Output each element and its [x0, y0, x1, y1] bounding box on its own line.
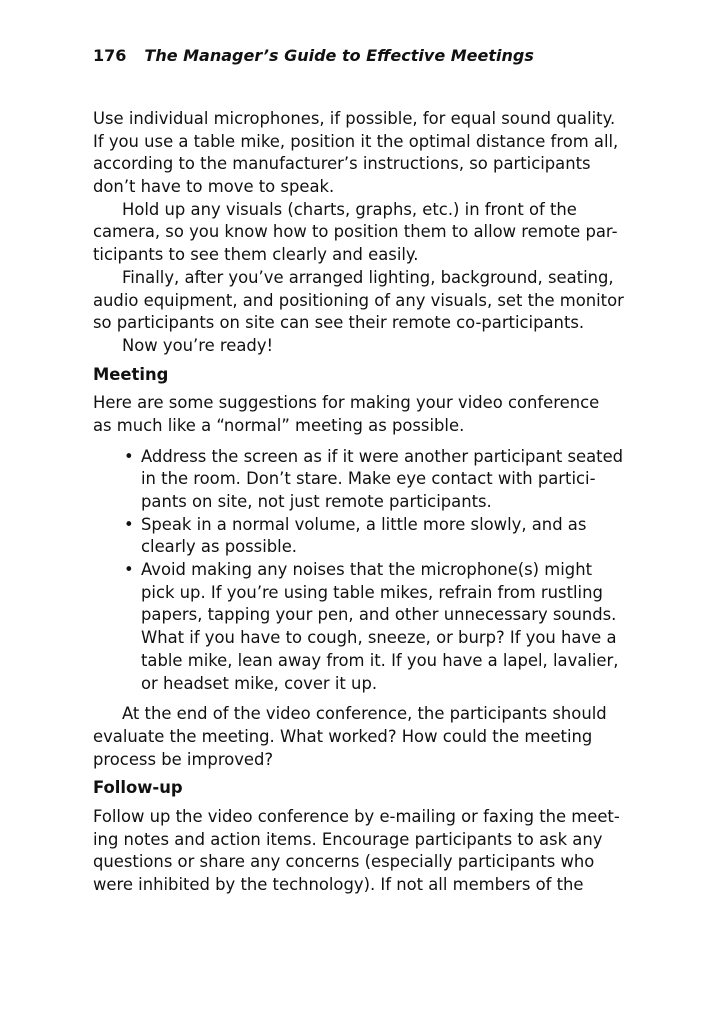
text-line: ing notes and action items. Encourage participants to ask any [93, 829, 603, 849]
bullet-icon: • [124, 514, 134, 534]
text-line: pants on site, not just remote participants. [141, 492, 492, 511]
text-line: Follow up the video conference by e-mailing or faxing the meet- [93, 806, 620, 826]
text-line: Hold up any visuals (charts, graphs, etc.) in front of the [122, 199, 577, 219]
text-line: camera, so you know how to position them to allow remote par- [93, 222, 618, 242]
text-line: as much like a “normal” meeting as possible. [93, 415, 465, 435]
text-line: Here are some suggestions for making your video conference [93, 393, 600, 413]
text-line: papers, tapping your pen, and other unnecessary sounds. [141, 605, 617, 625]
section-heading-follow-up: Follow-up [93, 778, 183, 798]
text-line: Speak in a normal volume, a little more slowly, and as [141, 514, 587, 534]
list-item [93, 514, 613, 559]
text-line: ticipants to see them clearly and easily. [93, 245, 419, 265]
text-line: questions or share any concerns (especially participants who [93, 852, 595, 872]
bullet-list [93, 446, 624, 696]
text-line: in the room. Don’t stare. Make eye contact with partici- [141, 469, 596, 489]
page-body [93, 108, 624, 897]
text-line: pick up. If you’re using table mikes, refrain from rustling [141, 582, 603, 602]
bullet-icon: • [124, 560, 134, 580]
text-line: process be improved? [93, 749, 274, 769]
section-heading-meeting: Meeting [93, 364, 169, 384]
text-line: clearly as possible. [141, 537, 298, 557]
text-line: Now you’re ready! [122, 335, 274, 355]
text-line: Avoid making any noises that the microphone(s) might [141, 560, 593, 580]
text-line: were inhibited by the technology). If not all members of the [93, 875, 584, 894]
bullet-icon: • [124, 446, 134, 466]
text-line: At the end of the video conference, the participants should [122, 704, 607, 724]
page-number: 176 [93, 46, 127, 65]
text-line: Finally, after you’ve arranged lighting, background, seating, [122, 267, 614, 287]
text-line: don’t have to move to speak. [93, 177, 335, 197]
running-header [93, 46, 534, 65]
text-line: so participants on site can see their remote co-participants. [93, 313, 585, 333]
text-line: table mike, lean away from it. If you have a lapel, lavalier, [141, 650, 619, 670]
text-line: Use individual microphones, if possible, for equal sound quality. [93, 109, 616, 128]
text-line: Address the screen as if it were another participant seated [141, 446, 624, 466]
text-line: or headset mike, cover it up. [141, 673, 378, 693]
text-line: evaluate the meeting. What worked? How could the meeting [93, 726, 593, 746]
list-item [93, 559, 619, 695]
text-line: according to the manufacturer’s instructions, so participants [93, 154, 591, 174]
list-item [93, 446, 624, 514]
text-line: audio equipment, and positioning of any visuals, set the monitor [93, 290, 624, 310]
text-line: What if you have to cough, sneeze, or burp? If you have a [141, 628, 617, 648]
book-title: The Manager’s Guide to Effective Meetings [144, 46, 534, 65]
text-line: If you use a table mike, position it the optimal distance from all, [93, 131, 619, 151]
